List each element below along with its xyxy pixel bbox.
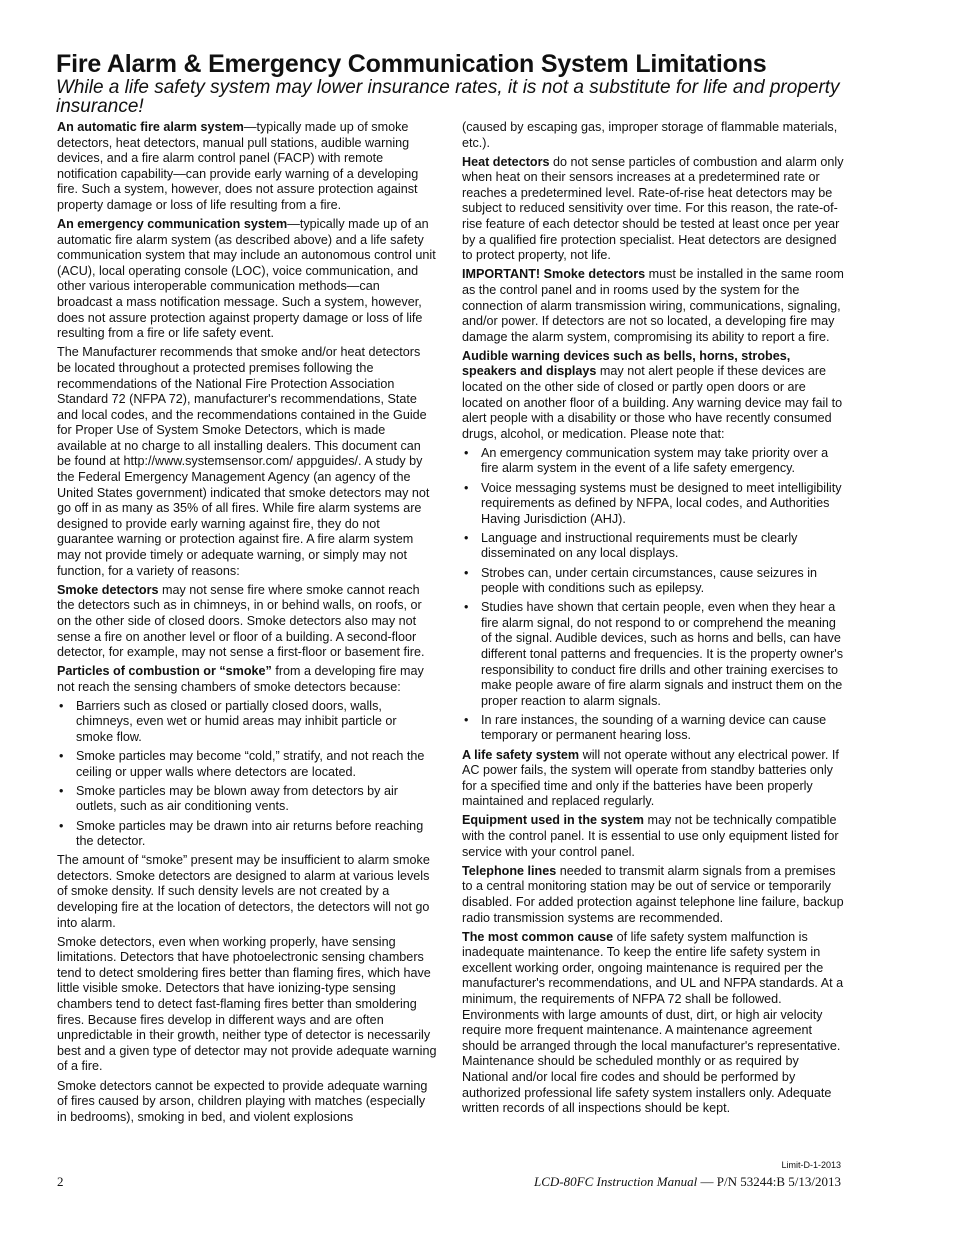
bullet-list — [57, 699, 437, 850]
paragraph — [462, 267, 844, 345]
paragraph — [57, 583, 437, 661]
paragraph — [57, 664, 437, 695]
paragraph-lead: An automatic fire alarm system — [57, 120, 244, 134]
bullet-item: • Smoke particles may be blown away from detectors by air outlets, such as air conditioning vents. — [57, 784, 437, 815]
paragraph — [462, 120, 844, 151]
paragraph — [57, 120, 437, 214]
paragraph-lead: Audible warning devices such as bells, horns, strobes, speakers and displays — [462, 348, 791, 379]
paragraph — [462, 155, 844, 264]
paragraph-lead: Particles of combustion or “smoke” — [57, 664, 272, 679]
paragraph — [57, 935, 437, 1075]
footer-manual-info — [534, 1174, 841, 1190]
manual-title: LCD-80FC Instruction Manual — [534, 1174, 698, 1189]
paragraph-text: The amount of “smoke” present may be insufficient to alarm smoke detectors. Smoke detectors are designed to alarm at various levels of smoke density. If such density levels are not created by a developing fire at the location of detectors, the detectors will not go into alarm. — [57, 853, 430, 930]
paragraph-text: from a developing fire may not reach the sensing chambers of smoke detectors because: — [57, 664, 424, 694]
paragraph-text: The Manufacturer recommends that smoke and/or heat detectors be located throughout a protected premises following the recommendations of the National Fire Protection Association Standard 72 (NFPA 72), manufacturer's recommendations, State and local codes, and the recommendations contained in the Guide for Proper Use of System Smoke Detectors, which is made available at no charge to all installing dealers. This document can be found at http://www.systemsensor.com/ appguides/. A study by the Federal Emergency Management Agency (an agency of the United States government) indicated that smoke detectors may not go off in as many as 35% of all fires. While fire alarm systems are designed to provide early warning against fire, they do not guarantee warning or protection against fire. A fire alarm system may not provide timely or adequate warning, or simply may not function, for a variety of reasons: — [57, 345, 430, 578]
bullet-item: • Language and instructional requirements must be clearly disseminated on any local displays. — [462, 531, 844, 562]
page-number: 2 — [57, 1174, 64, 1189]
paragraph-text: do not sense particles of combustion and alarm only when heat on their sensors increases at a predetermined rate or reaches a predetermined level. Rate-of-rise heat detectors may be subject to reduced sensitivity over time. For this reason, the rate-of-rise feature of each detector should be tested at least once per year by a qualified fire protection specialist. Heat detectors are designed to protect property, not life. — [462, 154, 844, 263]
left-column — [57, 120, 437, 1129]
paragraph — [462, 813, 844, 860]
bullet-item: • Studies have shown that certain people, even when they hear a fire alarm signal, do not respond to or comprehend the meaning of the signal. Audible devices, such as horns and bells, can have different tonal patterns and frequencies. It is the property owner's responsibility to conduct fire drills and other training exercises to make people aware of fire alarm signals and instruct them on the proper reaction to alarm signals. — [462, 600, 844, 709]
bullet-item: • Barriers such as closed or partially closed doors, walls, chimneys, even wet or humid areas may inhibit particle or smoke flow. — [57, 699, 437, 746]
bullet-item: • Voice messaging systems must be designed to meet intelligibility requirements as defined by NFPA, local codes, and Authorities Having Jurisdiction (AHJ). — [462, 481, 844, 528]
page-subtitle: While a life safety system may lower insurance rates, it is not a substitute for life and property insurance! — [56, 77, 840, 117]
paragraph-text: (caused by escaping gas, improper storage of flammable materials, etc.). — [462, 120, 838, 150]
paragraph-text: must be installed in the same room as the control panel and in rooms used by the system for the connection of alarm transmission wiring, communications, signaling, and/or power. If detectors are not so located, a developing fire may damage the alarm system, compromising its ability to report a fire. — [462, 267, 844, 344]
paragraph-lead: Telephone lines — [462, 863, 557, 878]
paragraph-text: may not alert people if these devices are located on the other side of closed or partly open doors or are located on another floor of a building. Any warning device may fail to alert people with a disability or those who have recently consumed drugs, alcohol, or medication. Please note that: — [462, 364, 843, 441]
paragraph-text: of life safety system malfunction is inadequate maintenance. To keep the entire life safety system in excellent working order, ongoing maintenance is required per the manufacturer's recommendations, and UL and NFPA standards. At a minimum, the requirements of NFPA 72 shall be followed. Environments with large amounts of dust, dirt, or high air velocity require more frequent maintenance. A maintenance agreement should be arranged through the local manufacturer's representative. Maintenance should be scheduled monthly or as required by National and/or local fire codes and should be performed by authorized professional life safety system installers only. Adequate written records of all inspections should be kept. — [462, 929, 844, 1116]
paragraph-text: —typically made up of smoke detectors, heat detectors, manual pull stations, audible warning devices, and a fire alarm control panel (FACP) with remote notification capability—can provide early warning of a developing fire. Such a system, however, does not assure protection against property damage or loss of life resulting from a fire. — [57, 120, 419, 212]
paragraph-lead: A life safety system — [462, 747, 580, 762]
paragraph-lead: An emergency communication system — [57, 217, 288, 232]
right-column — [462, 120, 844, 1120]
paragraph — [462, 864, 844, 926]
bullet-item: • In rare instances, the sounding of a warning device can cause temporary or permanent hearing loss. — [462, 713, 844, 744]
paragraph — [57, 217, 437, 342]
bullet-item: • Smoke particles may become “cold,” stratify, and not reach the ceiling or upper walls where detectors are located. — [57, 749, 437, 780]
paragraph-text: Smoke detectors, even when working properly, have sensing limitations. Detectors that have photoelectronic sensing chambers tend to detect smoldering fires better than flaming fires, which have little visible smoke. Detectors that have ionizing-type sensing chambers tend to detect fast-flaming fires better than smoldering fires. Because fires develop in different ways and are often unpredictable in their growth, neither type of detector is necessarily best and a given type of detector may not provide adequate warning of a fire. — [57, 934, 437, 1074]
paragraph — [57, 853, 437, 931]
part-number: — P/N 53244:B 5/13/2013 — [697, 1174, 841, 1189]
paragraph-lead: Smoke detectors — [57, 582, 159, 597]
paragraph — [57, 1079, 437, 1126]
paragraph-lead: Heat detectors — [462, 154, 550, 169]
bullet-item: • Smoke particles may be drawn into air returns before reaching the detector. — [57, 819, 437, 850]
paragraph-lead: IMPORTANT! Smoke detectors — [462, 267, 646, 282]
paragraph-text: needed to transmit alarm signals from a premises to a central monitoring station may be out of service or temporarily disabled. For added protection against telephone line failure, backup radio transmission systems are recommended. — [462, 863, 844, 925]
paragraph-text: will not operate without any electrical power. If AC power fails, the system will operate from standby batteries only for a specified time and only if the batteries have been properly maintained and replaced regularly. — [462, 747, 839, 809]
paragraph-text: may not be technically compatible with the control panel. It is essential to use only equipment listed for service with your control panel. — [462, 813, 839, 859]
bullet-item: • Strobes can, under certain circumstances, cause seizures in people with conditions such as epilepsy. — [462, 566, 844, 597]
bullet-item: • An emergency communication system may take priority over a fire alarm system in the event of a life safety emergency. — [462, 446, 844, 477]
paragraph — [57, 345, 437, 579]
paragraph-text: may not sense fire where smoke cannot reach the detectors such as in chimneys, in or behind walls, on roofs, or on the other side of closed doors. Smoke detectors also may not sense a fire on another level or floor of a building. A second-floor detector, for example, may not sense a first-floor or basement fire. — [57, 582, 425, 660]
document-code: Limit-D-1-2013 — [781, 1160, 841, 1170]
paragraph-lead: Equipment used in the system — [462, 813, 644, 828]
paragraph-text: —typically made up of an automatic fire alarm system (as described above) and a life safety communication system that may include an autonomous control unit (ACU), local operating console (LOC), voice communication, and other various interoperable communication methods—can broadcast a mass notification message. Such a system, however, does not assure protection against property damage or loss of life resulting from a fire or life safety event. — [57, 217, 436, 341]
page-title: Fire Alarm & Emergency Communication System Limitations — [56, 50, 767, 78]
paragraph-lead: The most common cause — [462, 929, 614, 944]
paragraph-text: Smoke detectors cannot be expected to provide adequate warning of fires caused by arson, children playing with matches (especially in bedrooms), smoking in bed, and violent explosions — [57, 1078, 428, 1124]
paragraph — [462, 748, 844, 810]
paragraph — [462, 349, 844, 443]
bullet-list — [462, 446, 844, 744]
paragraph — [462, 930, 844, 1117]
